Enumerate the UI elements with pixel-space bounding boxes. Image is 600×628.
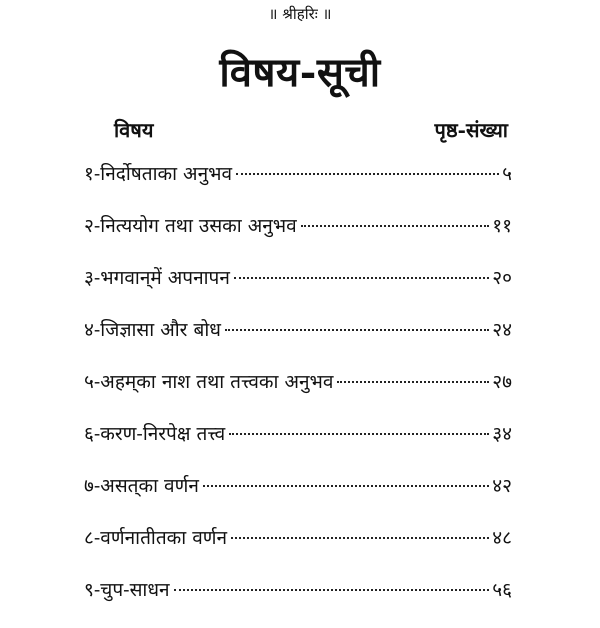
toc-entry-label: ३-भगवान्‌में अपनापन bbox=[84, 267, 230, 289]
dot-leader bbox=[337, 381, 489, 383]
toc-entry-label: ७-असत्‌का वर्णन bbox=[84, 475, 199, 497]
dot-leader bbox=[225, 329, 489, 331]
toc-entry-label: १-निर्दोषताका अनुभव bbox=[84, 163, 233, 185]
toc-entry-label: ९-चुप-साधन bbox=[84, 579, 170, 601]
toc-entry-label: ५-अहम्‌का नाश तथा तत्त्वका अनुभव bbox=[84, 371, 334, 393]
toc-entry-page: २४ bbox=[492, 319, 512, 341]
page-number-column-header: पृष्ठ-संख्या bbox=[434, 118, 508, 142]
dot-leader bbox=[234, 277, 489, 279]
toc-entry-page: ५ bbox=[502, 163, 512, 185]
toc-entry-label: ८-वर्णनातीतका वर्णन bbox=[84, 527, 228, 549]
table-of-contents bbox=[84, 160, 512, 628]
toc-entry-page: २७ bbox=[492, 371, 512, 393]
toc-entry-label: ६-करण-निरपेक्ष तत्त्व bbox=[84, 423, 226, 445]
toc-entry bbox=[84, 264, 512, 316]
dot-leader bbox=[231, 537, 489, 539]
dot-leader bbox=[174, 589, 490, 591]
toc-entry bbox=[84, 212, 512, 264]
dot-leader bbox=[301, 225, 490, 227]
topic-column-header: विषय bbox=[114, 118, 154, 142]
toc-entry-page: ४८ bbox=[492, 527, 512, 549]
page-title: विषय-सूची bbox=[219, 49, 381, 96]
toc-entry bbox=[84, 524, 512, 576]
toc-entry bbox=[84, 472, 512, 524]
toc-entry bbox=[84, 160, 512, 212]
toc-entry-page: ४२ bbox=[492, 475, 512, 497]
toc-entry bbox=[84, 316, 512, 368]
toc-entry-label: २-नित्ययोग तथा उसका अनुभव bbox=[84, 215, 297, 237]
dot-leader bbox=[236, 173, 499, 175]
toc-entry-label: ४-जिज्ञासा और बोध bbox=[84, 319, 221, 341]
dot-leader bbox=[229, 433, 489, 435]
toc-entry-page: ३४ bbox=[492, 423, 512, 445]
toc-entry-page: ५६ bbox=[492, 579, 512, 601]
invocation-text: ॥ श्रीहरिः ॥ bbox=[268, 5, 332, 23]
toc-entry bbox=[84, 368, 512, 420]
toc-entry-page: २० bbox=[492, 267, 512, 289]
dot-leader bbox=[203, 485, 489, 487]
toc-entry-page: ११ bbox=[492, 215, 512, 237]
toc-entry bbox=[84, 576, 512, 628]
toc-entry bbox=[84, 420, 512, 472]
